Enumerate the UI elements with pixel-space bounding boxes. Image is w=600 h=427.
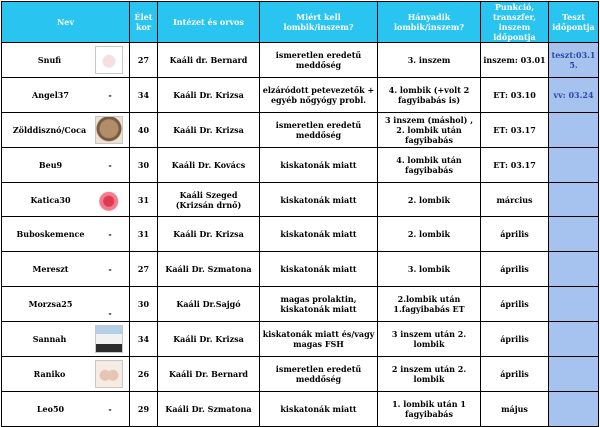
- procedure-date-cell: inszem: 03.01: [481, 43, 549, 78]
- test-date-cell: [549, 217, 599, 252]
- no-avatar-marker: -: [108, 229, 112, 240]
- test-date-cell: [549, 287, 599, 322]
- reason-cell: kiskatonák miatt: [260, 147, 378, 182]
- attempt-cell: 3 inszem (máshol) , 2. lombik után fagyibabás: [378, 112, 481, 147]
- table-row: [2, 77, 599, 112]
- baby-photo-icon: [95, 46, 123, 74]
- member-name: Buboskemence: [16, 229, 85, 240]
- clinic-cell: Kaáli Dr. Krizsa: [158, 77, 260, 112]
- attempt-cell: 4. lombik után fagyibabás: [378, 147, 481, 182]
- member-name: Angel37: [32, 89, 69, 100]
- table-row: [2, 147, 599, 182]
- procedure-date-cell: április: [481, 252, 549, 287]
- table-row: [2, 182, 599, 217]
- header-procedure-date: Punkció, transzfer, inszem időpontja: [481, 2, 549, 43]
- attempt-cell: 2.lombik után 1.fagyibabás ET: [378, 287, 481, 322]
- name-cell: [2, 252, 130, 287]
- member-name: Snufi: [37, 54, 62, 65]
- procedure-date-cell: március: [481, 182, 549, 217]
- clinic-cell: Kaáli Dr. Krizsa: [158, 112, 260, 147]
- age-cell: 34: [130, 322, 158, 357]
- reason-cell: ismeretlen eredetű meddőség: [260, 357, 378, 392]
- member-name: Beu9: [38, 159, 63, 170]
- clinic-cell: Kaáli Dr.Sajgó: [158, 287, 260, 322]
- procedure-date-cell: április: [481, 217, 549, 252]
- name-cell: [2, 287, 130, 322]
- reason-cell: ismeretlen eredetű meddőség: [260, 112, 378, 147]
- procedure-date-cell: május: [481, 391, 549, 426]
- header-name: Nev: [2, 2, 130, 43]
- attempt-cell: 3. inszem: [378, 43, 481, 78]
- name-cell: [2, 217, 130, 252]
- clinic-cell: Kaáli Dr. Krizsa: [158, 322, 260, 357]
- header-attempt: Hányadik lombik/inszem?: [378, 2, 481, 43]
- clinic-cell: Kaáli Szeged (Krizsán drnő): [158, 182, 260, 217]
- attempt-cell: 2 inszem után 2. lombik: [378, 357, 481, 392]
- table-row: [2, 357, 599, 392]
- age-cell: 30: [130, 147, 158, 182]
- age-cell: 27: [130, 252, 158, 287]
- name-cell: [2, 147, 130, 182]
- test-date-cell: [549, 357, 599, 392]
- table-row: [2, 287, 599, 322]
- reason-cell: kiskatonák miatt és/vagy magas FSH: [260, 322, 378, 357]
- cat-photo-icon: [95, 116, 123, 144]
- test-date-cell: vv: 03.24: [549, 77, 599, 112]
- clinic-cell: Kaáli dr. Bernard: [158, 43, 260, 78]
- pair-photo-icon: [95, 360, 123, 388]
- age-cell: 34: [130, 77, 158, 112]
- age-cell: 31: [130, 217, 158, 252]
- member-name: Zölddisznó/Coca: [12, 124, 87, 135]
- test-date-cell: [549, 322, 599, 357]
- age-cell: 27: [130, 43, 158, 78]
- no-avatar-marker: -: [108, 403, 112, 414]
- attempt-cell: 4. lombik (+volt 2 fagyibabás is): [378, 77, 481, 112]
- age-cell: 31: [130, 182, 158, 217]
- name-cell: [2, 43, 130, 78]
- member-name: Raniko: [33, 368, 66, 379]
- table-row: [2, 43, 599, 78]
- table-row: [2, 217, 599, 252]
- attempt-cell: 2. lombik: [378, 182, 481, 217]
- test-date-cell: [549, 147, 599, 182]
- test-date-cell: [549, 252, 599, 287]
- procedure-date-cell: ET: 03.17: [481, 147, 549, 182]
- name-cell: [2, 391, 130, 426]
- procedure-date-cell: április: [481, 357, 549, 392]
- member-name: Sannah: [32, 334, 67, 345]
- no-avatar-marker: -: [108, 89, 112, 100]
- no-avatar-marker: -: [108, 159, 112, 170]
- reason-cell: kiskatonák miatt: [260, 217, 378, 252]
- no-avatar-marker: -: [108, 308, 112, 319]
- header-reason: Miért kell lombik/inszem?: [260, 2, 378, 43]
- name-cell: [2, 322, 130, 357]
- table-row: [2, 252, 599, 287]
- age-cell: 29: [130, 391, 158, 426]
- table-row: [2, 322, 599, 357]
- reason-cell: kiskatonák miatt: [260, 252, 378, 287]
- name-cell: [2, 112, 130, 147]
- dark-photo-icon: [95, 325, 123, 353]
- member-name: Katica30: [30, 194, 71, 205]
- no-avatar-marker: -: [108, 264, 112, 275]
- attempt-cell: 2. lombik: [378, 217, 481, 252]
- clinic-cell: Kaáli Dr. Szmatona: [158, 391, 260, 426]
- reason-cell: magas prolaktin, kiskatonák miatt: [260, 287, 378, 322]
- reason-cell: ismeretlen eredetű meddőség: [260, 43, 378, 78]
- age-cell: 40: [130, 112, 158, 147]
- test-date-cell: [549, 391, 599, 426]
- member-name: Leo50: [36, 403, 65, 414]
- reason-cell: kiskatonák miatt: [260, 391, 378, 426]
- name-cell: [2, 77, 130, 112]
- procedure-date-cell: ET: 03.10: [481, 77, 549, 112]
- attempt-cell: 1. lombik után 1 fagyibabás: [378, 391, 481, 426]
- header-row: [2, 2, 599, 43]
- test-date-cell: [549, 182, 599, 217]
- age-cell: 26: [130, 357, 158, 392]
- procedure-date-cell: ET: 03.17: [481, 112, 549, 147]
- reason-cell: kiskatonák miatt: [260, 182, 378, 217]
- name-cell: [2, 182, 130, 217]
- test-date-cell: teszt:03.15.: [549, 43, 599, 78]
- table-row: [2, 391, 599, 426]
- test-date-cell: [549, 112, 599, 147]
- age-cell: 30: [130, 287, 158, 322]
- member-name: Morzsa25: [28, 299, 73, 310]
- header-test-date: Teszt időpontja: [549, 2, 599, 43]
- procedure-date-cell: április: [481, 322, 549, 357]
- name-cell: [2, 357, 130, 392]
- flower-photo-icon: [97, 187, 123, 213]
- clinic-cell: Kaáli Dr. Kovács: [158, 147, 260, 182]
- table-row: [2, 112, 599, 147]
- clinic-cell: Kaáli Dr. Krizsa: [158, 217, 260, 252]
- header-clinic: Intézet és orvos: [158, 2, 260, 43]
- procedure-date-cell: április: [481, 287, 549, 322]
- reason-cell: elzáródott petevezetők + egyéb nőgyógy probl.: [260, 77, 378, 112]
- header-age: Életkor: [130, 2, 158, 43]
- attempt-cell: 3 inszem után 2. lombik: [378, 322, 481, 357]
- ivf-tracking-table: [1, 1, 599, 427]
- attempt-cell: 3. lombik: [378, 252, 481, 287]
- member-name: Mereszt: [32, 264, 69, 275]
- clinic-cell: Kaáli Dr. Bernard: [158, 357, 260, 392]
- clinic-cell: Kaáli Dr. Szmatona: [158, 252, 260, 287]
